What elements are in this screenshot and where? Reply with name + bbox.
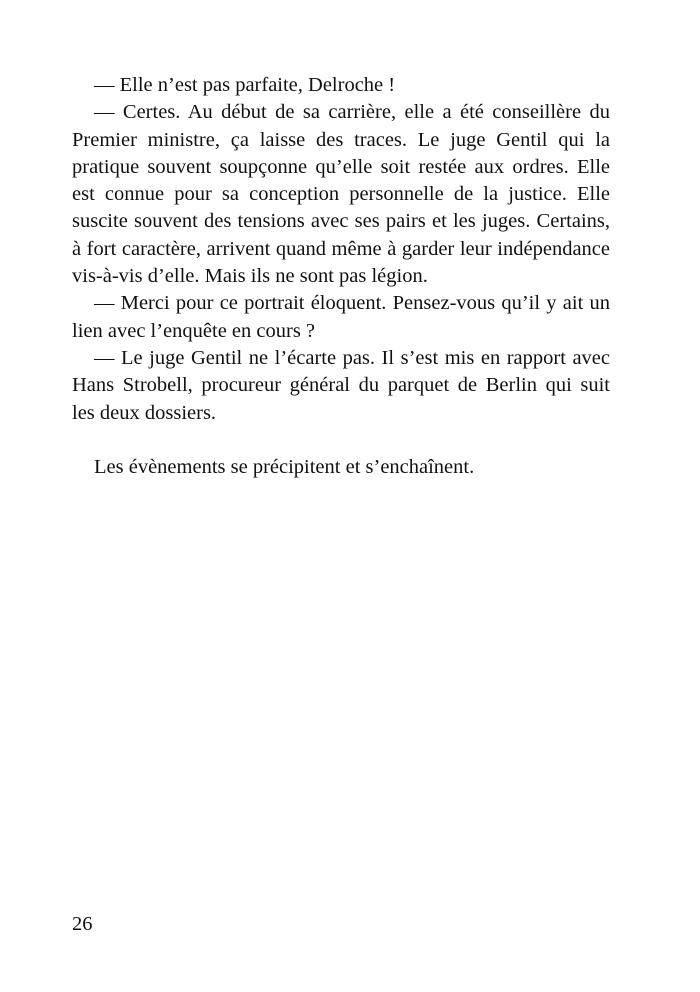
text-line: — Le juge Gentil ne l’écarte pas. Il s’est mis en rapport avec [94,346,610,369]
text-line: pratique souvent soupçonne qu’elle soit restée aux ordres. Elle [72,155,610,178]
text-line: — Elle n’est pas parfaite, Delroche ! [94,74,396,96]
text-line: — Certes. Au début de sa carrière, elle a été conseillère du [94,101,610,124]
text-line: vis-à-vis d’elle. Mais ils ne sont pas légion. [72,265,428,288]
text-line: est connue pour sa conception personnelle de la justice. Elle [72,183,610,206]
paragraph-spacer [72,427,610,454]
page-number: 26 [72,913,93,935]
page-body [72,72,610,481]
text-line: suscite souvent des tensions avec ses pairs et les juges. Certains, [72,210,610,233]
text-line: à fort caractère, arrivent quand même à garder leur indépendance [72,237,610,260]
text-line: Premier ministre, ça laisse des traces. Le juge Gentil qui la [72,128,610,151]
text-line: — Merci pour ce portrait éloquent. Pensez-vous qu’il y ait un [94,292,610,315]
text-line: Les évènements se précipitent et s’enchaînent. [94,456,475,479]
text-line: Hans Strobell, procureur général du parquet de Berlin qui suit [72,374,610,397]
text-line: les deux dossiers. [72,401,217,424]
text-line: lien avec l’enquête en cours ? [72,319,316,342]
